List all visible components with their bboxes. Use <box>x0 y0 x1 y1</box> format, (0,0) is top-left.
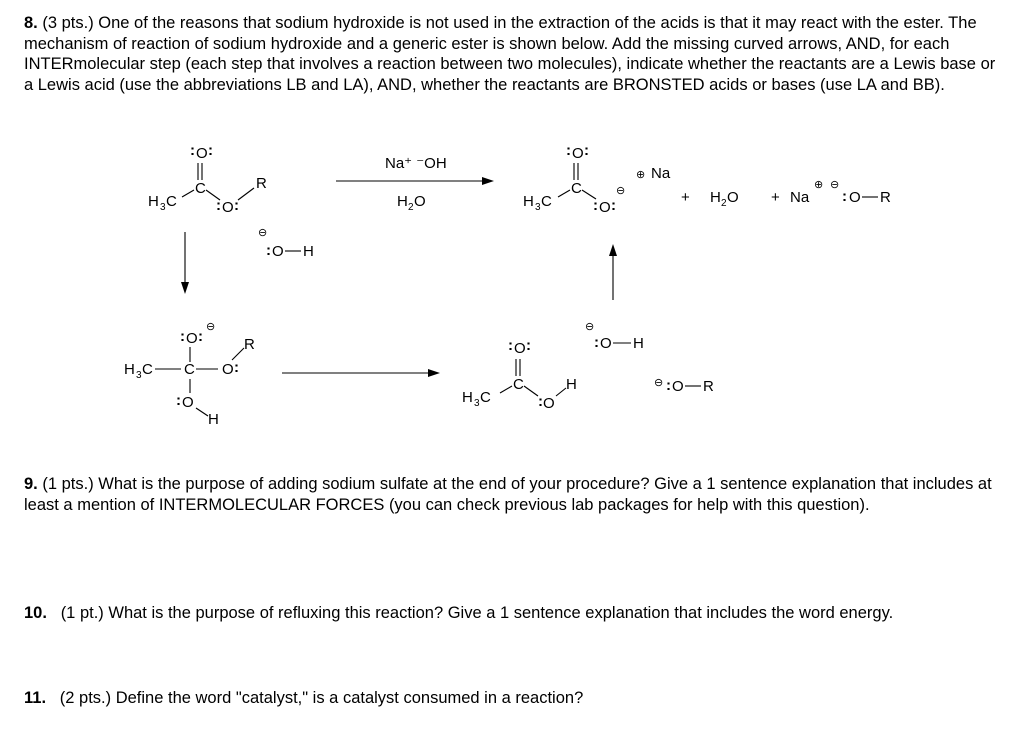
reagent-water: H <box>397 193 408 210</box>
lone-pair: : <box>594 334 599 351</box>
r-group: R <box>244 336 255 353</box>
methyl-c: C <box>166 193 177 210</box>
lone-pair: : <box>234 197 239 214</box>
lone-pair: : <box>538 393 543 410</box>
r-group: R <box>256 175 267 192</box>
hydroxide-oxygen: O <box>600 335 612 352</box>
carbonyl-carbon: C <box>195 180 206 197</box>
water-o: O <box>727 189 739 206</box>
question-11-number: 11. <box>24 689 47 707</box>
subscript: 3 <box>160 202 166 213</box>
hydroxide-ion <box>258 227 314 260</box>
carboxylate-product <box>523 142 671 216</box>
water-o: O <box>414 193 426 210</box>
lone-pair: : <box>593 197 598 214</box>
lone-pair: : <box>584 142 589 159</box>
positive-charge: ⊕ <box>814 179 824 191</box>
negative-charge: ⊖ <box>206 321 216 333</box>
hydroxide-hydrogen: H <box>303 243 314 260</box>
carboxylic-acid <box>462 337 577 412</box>
carboxylate-oxygen: O <box>599 199 611 216</box>
negative-charge: ⊖ <box>585 321 595 333</box>
question-11 <box>24 688 999 709</box>
question-9-number: 9. <box>24 475 38 493</box>
ester-reactant <box>148 142 267 216</box>
lone-pair: : <box>198 328 203 345</box>
arrow-up <box>609 244 617 300</box>
sodium-ion: Na <box>651 165 671 182</box>
alkoxide-oxygen: O <box>672 378 684 395</box>
methyl-group: H <box>124 361 135 378</box>
methyl-group: H <box>148 193 159 210</box>
lone-pair: : <box>526 337 531 354</box>
question-9-text: (1 pts.) What is the purpose of adding sodium sulfate at the end of your procedure? Give a 1 sentence explanation that includes at least a mention of INTERMOLECULAR FORCES (you can check previous lab packages for help with this question). <box>24 475 992 514</box>
negative-charge: ⊖ <box>830 179 840 191</box>
water-h: H <box>710 189 721 206</box>
negative-charge: ⊖ <box>258 227 268 239</box>
hydroxyl-oxygen: O <box>543 395 555 412</box>
lone-pair: : <box>566 142 571 159</box>
arrow-middle <box>282 369 440 377</box>
central-carbon: C <box>184 361 195 378</box>
plus-sign: + <box>681 189 690 206</box>
arrow-down <box>181 232 189 294</box>
subscript: 3 <box>535 202 541 213</box>
question-10-number: 10. <box>24 604 47 622</box>
positive-charge: ⊕ <box>636 169 646 181</box>
plus-sign: + <box>771 189 780 206</box>
hydroxyl-hydrogen: H <box>208 411 219 428</box>
negative-charge: ⊖ <box>654 377 664 389</box>
lone-pair: : <box>176 392 181 409</box>
methyl-group: H <box>462 389 473 406</box>
r-group: R <box>880 189 891 206</box>
tetrahedral-intermediate <box>124 321 255 428</box>
lone-pair: : <box>234 359 239 376</box>
hydroxyl-hydrogen: H <box>566 376 577 393</box>
carbonyl-oxygen: O <box>572 145 584 162</box>
carbonyl-oxygen: O <box>196 145 208 162</box>
lone-pair: : <box>508 337 513 354</box>
lone-pair: : <box>611 197 616 214</box>
lone-pair: : <box>842 188 847 205</box>
subscript: 2 <box>721 198 727 209</box>
lone-pair: : <box>666 377 671 394</box>
carbonyl-carbon: C <box>513 376 524 393</box>
question-8-text: (3 pts.) One of the reasons that sodium hydroxide is not used in the extraction of the acids is that it may react with the ester. The mechanism of reaction of sodium hydroxide and a generic ester is shown below. Add the missing curved arrows, AND, for each INTERmolecular step (each step that involves a reaction between two molecules), indicate whether the reactants are a Lewis base or a Lewis acid (use the abbreviations LB and LA), AND, whether the reactants are BRONSTED acids or bases (use LA and BB). <box>24 14 996 94</box>
question-11-text: (2 pts.) Define the word "catalyst," is a catalyst consumed in a reaction? <box>46 689 584 707</box>
methyl-c: C <box>142 361 153 378</box>
ester-oxygen: O <box>222 361 234 378</box>
hydroxide-hydrogen: H <box>633 335 644 352</box>
carbonyl-oxygen: O <box>514 340 526 357</box>
subscript: 3 <box>474 398 480 409</box>
oxide-oxygen: O <box>186 330 198 347</box>
ester-oxygen: O <box>222 199 234 216</box>
lone-pair: : <box>216 197 221 214</box>
side-products <box>681 179 891 209</box>
lone-pair: : <box>266 242 271 259</box>
reaction-arrow-top <box>336 155 494 213</box>
sodium-ion: Na <box>790 189 810 206</box>
hydroxide-ion-right <box>585 321 644 352</box>
reagent-naoh: Na⁺ ⁻OH <box>385 155 447 172</box>
lone-pair: : <box>208 142 213 159</box>
alkoxide-ion <box>654 377 714 395</box>
methyl-c: C <box>480 389 491 406</box>
question-10 <box>24 603 999 624</box>
subscript: 2 <box>408 202 414 213</box>
methyl-group: H <box>523 193 534 210</box>
carbonyl-carbon: C <box>571 180 582 197</box>
question-9 <box>24 474 999 515</box>
methyl-c: C <box>541 193 552 210</box>
hydroxyl-oxygen: O <box>182 394 194 411</box>
lone-pair: : <box>190 142 195 159</box>
r-group: R <box>703 378 714 395</box>
alkoxide-oxygen: O <box>849 189 861 206</box>
hydroxide-oxygen: O <box>272 243 284 260</box>
subscript: 3 <box>136 370 142 381</box>
lone-pair: : <box>180 328 185 345</box>
question-10-text: (1 pt.) What is the purpose of refluxing this reaction? Give a 1 sentence explanation that includes the word energy. <box>46 604 894 622</box>
question-8-number: 8. <box>24 14 38 32</box>
negative-charge: ⊖ <box>616 185 626 197</box>
